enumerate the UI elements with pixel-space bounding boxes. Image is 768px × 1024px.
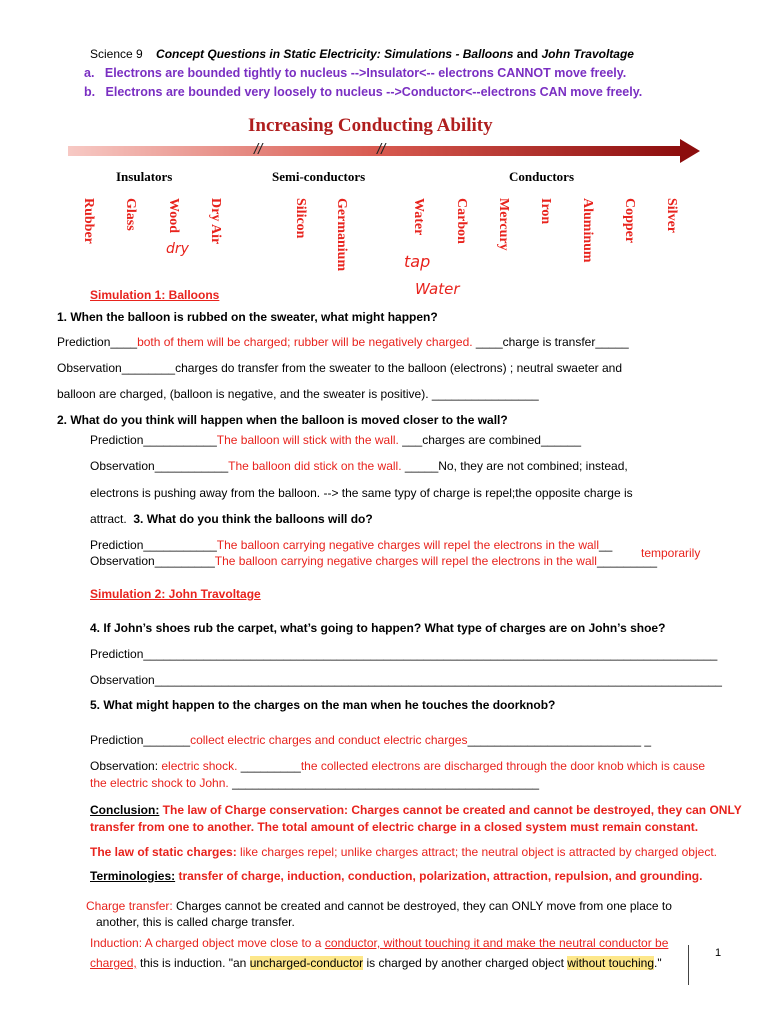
- conclusion-line1: [90, 803, 742, 817]
- terminologies-label: Terminologies:: [90, 869, 176, 883]
- q2-pred-label: Prediction___________: [90, 433, 217, 447]
- material-silicon: Silicon: [293, 198, 308, 239]
- material-copper: Copper: [622, 198, 637, 244]
- question-2: 2. What do you think will happen when the balloon is moved closer to the wall?: [57, 413, 508, 427]
- question-3: 3. What do you think the balloons will do?: [133, 512, 373, 526]
- highlight-uncharged-conductor: uncharged-conductor: [249, 956, 364, 970]
- conclusion-line2: transfer from one to another. The total amount of electric charge in a closed system must remain constant.: [90, 820, 699, 834]
- q5-observation-line2: [90, 776, 539, 790]
- line-b-marker: b.: [84, 85, 96, 99]
- q1-observation-line2: balloon are charged, (balloon is negative, and the sweater is positive). ________________: [57, 387, 539, 401]
- course-label: Science 9: [90, 47, 143, 61]
- q3-pred-answer: The balloon carrying negative charges will repel the electrons in the wall: [216, 538, 599, 552]
- q2-prediction: [90, 433, 581, 447]
- material-carbon: Carbon: [454, 198, 469, 244]
- group-semiconductors: Semi-conductors: [272, 169, 366, 184]
- induction-text2d: .": [654, 956, 662, 970]
- question-5: 5. What might happen to the charges on the man when he touches the doorknob?: [90, 698, 556, 712]
- q2-pred-tail: ___charges are combined______: [398, 433, 581, 447]
- charge-transfer-text1: Charges cannot be created and cannot be destroyed, they can ONLY move from one place to: [172, 899, 672, 913]
- charge-transfer-line1: [86, 899, 672, 913]
- induction-text1b: conductor, without touching it and make the neutral conductor be: [324, 936, 669, 950]
- q2-obs-tail: _____No, they are not combined; instead,: [401, 459, 628, 473]
- charge-transfer-line2: another, this is called charge transfer.: [96, 915, 295, 929]
- q1-pred-answer: both of them will be charged; rubber will be negatively charged.: [137, 335, 473, 349]
- q5-pred-answer: collect electric charges and conduct electric charges: [190, 733, 468, 747]
- material-glass: Glass: [123, 198, 138, 231]
- q2-obs-answer: The balloon did stick on the wall.: [228, 459, 402, 473]
- material-rubber: Rubber: [81, 198, 96, 244]
- q3-pred-note: temporarily: [641, 546, 701, 560]
- q3-pred-label: Prediction___________: [90, 538, 217, 552]
- header-line: [90, 47, 634, 61]
- material-aluminum: Aluminum: [580, 198, 595, 263]
- charge-transfer-label: Charge transfer:: [86, 899, 173, 913]
- static-law: [90, 845, 717, 859]
- question-4: 4. If John’s shoes rub the carpet, what’s going to happen? What type of charges are on John’s shoe?: [90, 621, 666, 635]
- static-law-text: like charges repel; unlike charges attract; the neutral object is attracted by charged object.: [236, 845, 717, 859]
- material-water: Water: [411, 198, 426, 236]
- material-silver: Silver: [664, 198, 679, 233]
- q3-obs-answer: The balloon carrying negative charges will repel the electrons in the wall: [214, 554, 597, 568]
- page-number: 1: [715, 947, 722, 959]
- induction-line2: [90, 956, 662, 970]
- q3-pred-tail: __: [599, 538, 613, 552]
- line-a: [84, 66, 626, 80]
- sim2-heading: Simulation 2: John Travoltage: [90, 587, 261, 601]
- q2-obs-line3: attract.: [90, 512, 127, 526]
- material-germanium: Germanium: [334, 198, 349, 272]
- highlight-without-touching: without touching: [567, 956, 654, 970]
- q5-prediction: [90, 733, 651, 747]
- material-mercury: Mercury: [496, 198, 511, 251]
- question-1: 1. When the balloon is rubbed on the sweater, what might happen?: [57, 310, 438, 324]
- handwritten-tap: tap: [404, 252, 431, 271]
- q5-obs-answer1: electric shock.: [161, 759, 238, 773]
- conclusion-label: Conclusion:: [90, 803, 160, 817]
- q1-observation-line1: Observation________charges do transfer from the sweater to the balloon (electrons) ; neutral swaeter and: [57, 361, 622, 375]
- q3-observation: [90, 554, 657, 568]
- q5-obs-line2-tail: ______________________________________________: [228, 776, 540, 790]
- conclusion-text1: The law of Charge conservation: Charges cannot be created and cannot be destroyed, they can ONLY: [159, 803, 742, 817]
- induction-text2a: charged,: [90, 956, 137, 970]
- q3-obs-label: Observation_________: [90, 554, 215, 568]
- q1-pred-label: Prediction____: [57, 335, 138, 349]
- title-john: John Travoltage: [541, 47, 634, 61]
- induction-text2c: is charged by another charged object: [363, 956, 568, 970]
- induction-text1a: Induction: A charged object move close to a: [90, 936, 325, 950]
- margin-line: [688, 945, 689, 985]
- sim1-heading: Simulation 1: Balloons: [90, 288, 220, 302]
- q2-pred-answer: The balloon will stick with the wall.: [216, 433, 399, 447]
- q5-pred-label: Prediction_______: [90, 733, 191, 747]
- q2-obs-line3-and-q3: [90, 512, 373, 526]
- q5-obs-label: Observation:: [90, 759, 162, 773]
- q4-prediction: Prediction______________________________________________________________________________________: [90, 647, 718, 661]
- q2-observation: [90, 459, 628, 473]
- induction-line1: [90, 936, 668, 950]
- handwritten-dry: dry: [166, 241, 189, 257]
- material-iron: Iron: [538, 198, 553, 225]
- title-and: and: [516, 47, 539, 61]
- diagram-title: Increasing Conducting Ability: [248, 115, 493, 136]
- line-a-text: Electrons are bounded tightly to nucleus -->Insulator<-- electrons CANNOT move freely.: [104, 66, 627, 80]
- q2-obs-label: Observation___________: [90, 459, 229, 473]
- line-b: [84, 85, 642, 99]
- static-law-label: The law of static charges:: [90, 845, 237, 859]
- handwritten-water: Water: [415, 280, 460, 298]
- terminologies-text: transfer of charge, induction, conduction, polarization, attraction, repulsion, and grounding.: [175, 869, 703, 883]
- line-a-marker: a.: [84, 66, 95, 80]
- material-wood: Wood: [166, 198, 181, 234]
- q3-obs-tail: _________: [596, 554, 658, 568]
- q1-prediction: [57, 335, 629, 349]
- q5-pred-tail: __________________________ _: [467, 733, 652, 747]
- q5-obs-line2: the electric shock to John.: [90, 776, 229, 790]
- q5-obs-mid: _________: [237, 759, 301, 773]
- worksheet-title: Concept Questions in Static Electricity: Simulations - Balloons: [156, 47, 514, 61]
- q3-prediction: [90, 538, 612, 552]
- q5-obs-answer2: the collected electrons are discharged through the door knob which is cause: [300, 759, 706, 773]
- q4-observation: Observation_____________________________________________________________________________________: [90, 673, 722, 687]
- q1-pred-tail: ____charge is transfer_____: [472, 335, 629, 349]
- group-conductors: Conductors: [509, 169, 575, 184]
- line-b-text: Electrons are bounded very loosely to nucleus -->Conductor<--electrons CAN move freely.: [105, 85, 643, 99]
- q2-observation-line2: electrons is pushing away from the balloon. --> the same typy of charge is repel;the opposite charge is: [90, 486, 633, 500]
- break-mark-2: //: [377, 141, 386, 158]
- q5-observation: [90, 759, 705, 773]
- group-insulators: Insulators: [116, 169, 173, 184]
- material-dry-air: Dry Air: [208, 198, 223, 245]
- terminologies: [90, 869, 702, 883]
- break-mark-1: //: [254, 141, 263, 158]
- induction-text2b: this is induction. "an: [136, 956, 250, 970]
